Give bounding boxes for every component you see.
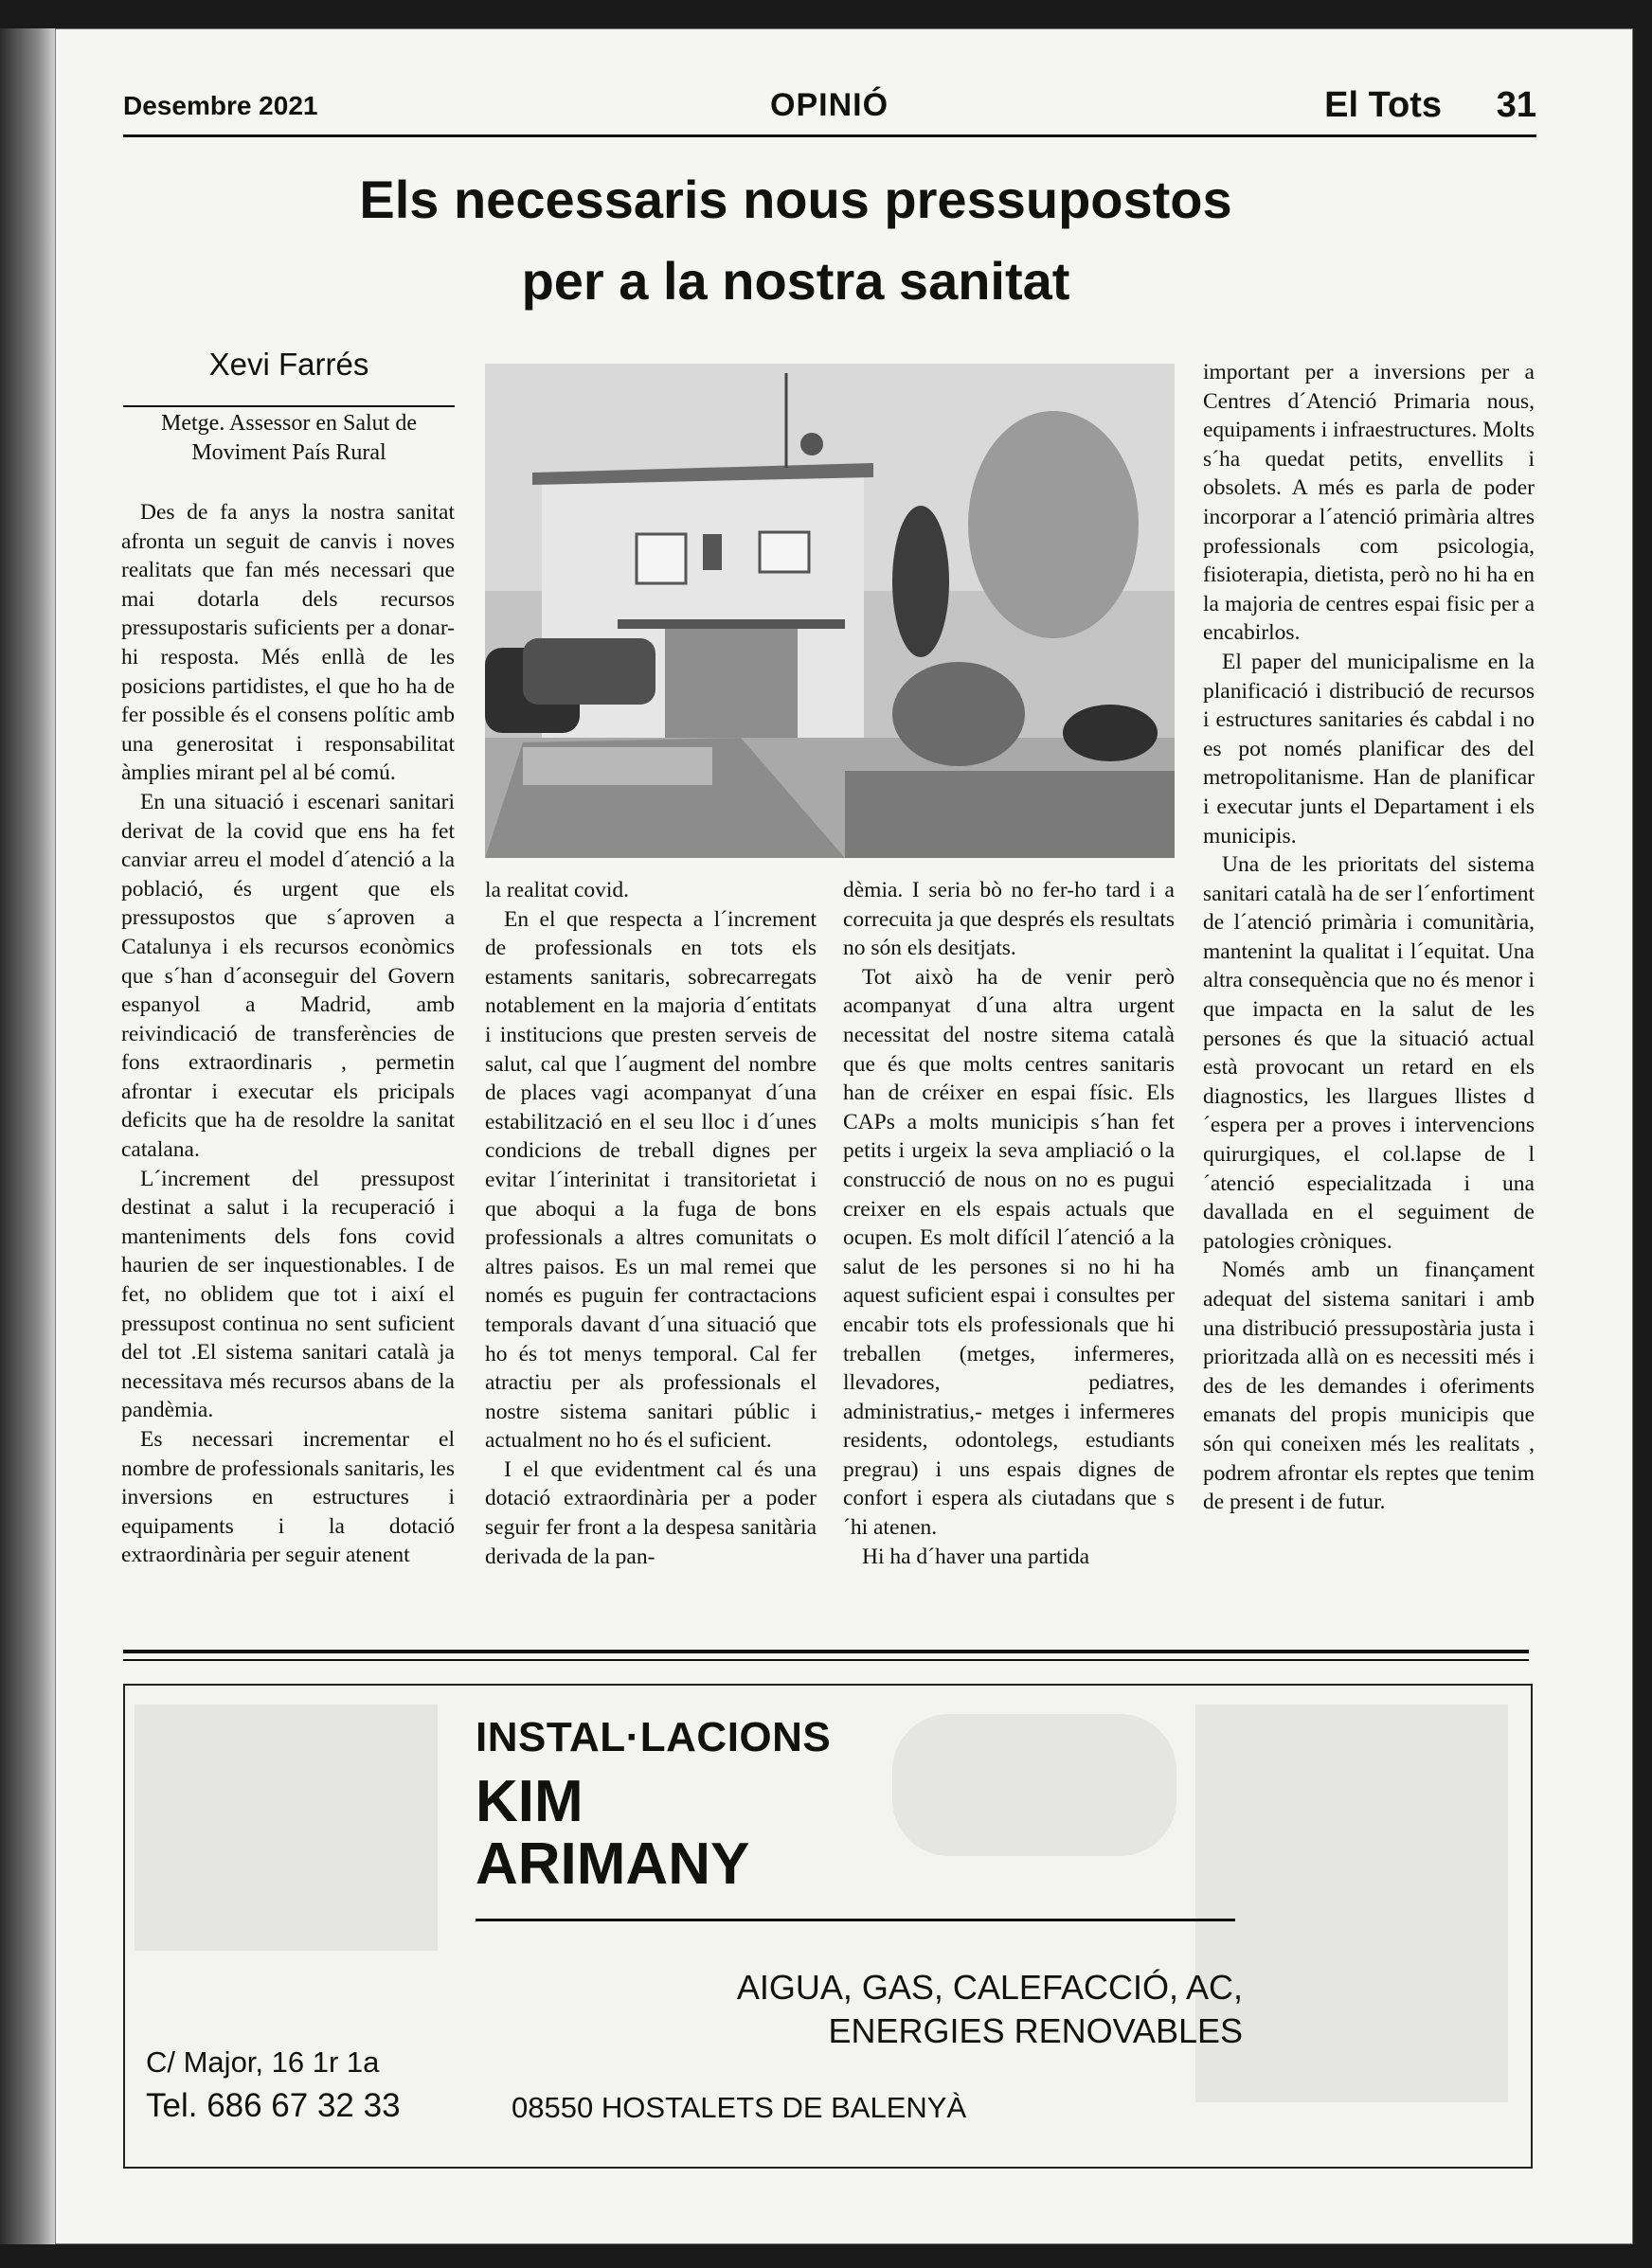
paragraph: Només amb un finançament adequat del sistema sanitari i amb una distribució pressupostària justa i prioritzada allà on es necessiti més i des de les demandes i oferiments emanats del propis municipis que són qui coneixen més les realitats , podrem afrontar els reptes que tenim de present i de futur. [1203, 1258, 1535, 1515]
ad-services-line-1: AIGUA, GAS, CALEFACCIÓ, AC, [736, 1968, 1243, 2007]
title-line-2: per a la nostra sanitat [521, 251, 1070, 311]
ad-brand-line-2: ARIMANY [476, 1831, 750, 1897]
article-author: Xevi Farrés [123, 343, 455, 407]
advertisement [123, 1684, 1533, 2169]
paragraph: Des de fa anys la nostra sanitat afronta un seguit de canvis i noves realitats que fan més necessari que mai dotarla dels recursos pressupostaris suficients per a donar-hi resposta. Més enllà de les posicions partidistes, el que ho ha de fer possible és el consens polític amb una generositat i responsabilitat àmplies mirant pel al bé comú. [121, 500, 455, 786]
paragraph: En el que respecta a l´increment de professionals en tots els estaments sanitaris, sobrecarregats notablement en la majoria d´entitats i institucions que presten serveis de salut, cal que l´augment del nombre de places vagi acompanyat d´una estabilització en el seu lloc i d´unes condicions de treball dignes per evitar l´interinitat i transitorietat i que aboqui a la fuga de bons professionals a altres comunitats o altres paisos. Es un mal remei que només es puguin fer contractacions temporals davant d´una situació que ho és tot menys temporal. Cal fer atractiu per als professionals el nostre sistema sanitari públic i actualment no ho és el suficient. [485, 906, 817, 1454]
article-column-3 [843, 876, 1175, 1571]
ad-city: 08550 HOSTALETS DE BALENYÀ [512, 2091, 967, 2124]
ad-services-line-2: ENERGIES RENOVABLES [828, 2011, 1243, 2050]
author-role: Metge. Assessor en Salut de Moviment País Rural [161, 411, 417, 465]
page-header [123, 85, 1536, 137]
article-title [303, 159, 1288, 322]
paragraph: I el que evidentment cal és una dotació extraordinària per a poder seguir fer front a la despesa sanitària derivada de la pan- [485, 1456, 817, 1569]
section-divider [123, 1650, 1529, 1653]
section-divider-thin [123, 1659, 1529, 1661]
paragraph: la realitat covid. [485, 878, 630, 902]
article-column-2 [485, 876, 817, 1571]
publication-name: El Tots [1324, 85, 1442, 125]
health-center-photo [485, 364, 1175, 858]
ad-brand [476, 1771, 749, 1896]
section-name: OPINIÓ [770, 87, 889, 123]
show-through-shape [892, 1714, 1176, 1856]
paragraph: El paper del municipalisme en la planificació i distribució de recursos i estructures sanitaries és cabdal i no es pot només planificar des del metropolitanisme. Han de planificar i executar junts el Departament i els municipis. [1203, 649, 1535, 848]
paragraph: En una situació i escenari sanitari derivat de la covid que ens ha fet canviar arreu el model d´atenció a la població, és urgent que els pressupostos que s´aproven a Catalunya i els recursos econòmics que s´han d´aconseguir del Govern espanyol a Madrid, amb reivindicació de transferències de fons extraordinaris , permetin afrontar i executar els pricipals deficits que ha de resoldre la sanitat catalana. [121, 789, 455, 1163]
issue-date: Desembre 2021 [123, 91, 318, 120]
page-spine [0, 28, 55, 2244]
page-number: 31 [1496, 85, 1536, 125]
ad-brand-rule [476, 1919, 1235, 1921]
ad-brand-line-1: KIM [476, 1769, 584, 1834]
article-column-1 [121, 498, 455, 1570]
ad-phone: Tel. 686 67 32 33 [146, 2087, 401, 2124]
photo-illustration [485, 364, 1175, 858]
title-line-1: Els necessaris nous pressupostos [359, 170, 1232, 229]
paragraph: important per a inversions per a Centres d´Atenció Primaria nous, equipaments i infraestructures. Molts s´ha quedat petits, envellits i obsolets. A més es parla de poder incorporar a l´atenció primària altres professionals com psicologia, fisioterapia, dietista, però no hi ha en la majoria de centres espai fisic per a encabirlos. [1203, 360, 1535, 646]
ad-services [655, 1966, 1243, 2053]
paragraph: Es necessari incrementar el nombre de professionals sanitaris, les inversions en estructures i equipaments i la dotació extraordinària per seguir atenent [121, 1427, 455, 1568]
ad-kicker: INSTAL·LACIONS [476, 1714, 832, 1760]
paragraph: Una de les prioritats del sistema sanitari català ha de ser l´enfortiment de l´atenció primària i comunitària, mantenint la qualitat i l´equitat. Una altra consequència que no és menor i que impacta en la salut de les persones és que la situació actual està provocant un retard en els diagnostics, les llargues llistes d´espera per a proves i intervencions quirurgiques, el col.lapse de l´atenció especialitzada i una davallada en el seguiment de patologies cròniques. [1203, 852, 1535, 1254]
paragraph: dèmia. I seria bò no fer-ho tard i a correcuita ja que després els resultats no són els desitjats. [843, 878, 1175, 961]
article-column-4 [1203, 358, 1535, 1517]
paragraph: Hi ha d´haver una partida [862, 1544, 1090, 1569]
paragraph: Tot això ha de venir però acompanyat d´una altra urgent necessitat del nostre sitema català que és que molts centres sanitaris han de créixer en espai físic. Els CAPs a molts municipis s´han fet petits i urgeix la seva ampliació o la construcció de nous on no es pugui creixer en els espais actuals que ocupen. Es molt difícil l´atenció a la salut de les persones si no hi ha aquest suficient espai i consultes per encabir tots els professionals que hi treballen (metges, infermeres, llevadores, pediatres, administratius,- metges i infermeres residents, odontolegs, estudiants pregrau) i uns espais dignes de confort i espera als ciutadans que s´hi atenen. [843, 964, 1175, 1541]
paragraph: L´increment del pressupost destinat a salut i la recuperació i manteniments dels fons covid haurien de ser inquestionables. I de fet, no oblidem que tot i així el pressupost continua no sent suficient del tot .El sistema sanitari català ja necessitava més recursos abans de la pandèmia. [121, 1166, 455, 1423]
ad-address: C/ Major, 16 1r 1a [146, 2045, 380, 2079]
show-through-shape [135, 1705, 438, 1951]
